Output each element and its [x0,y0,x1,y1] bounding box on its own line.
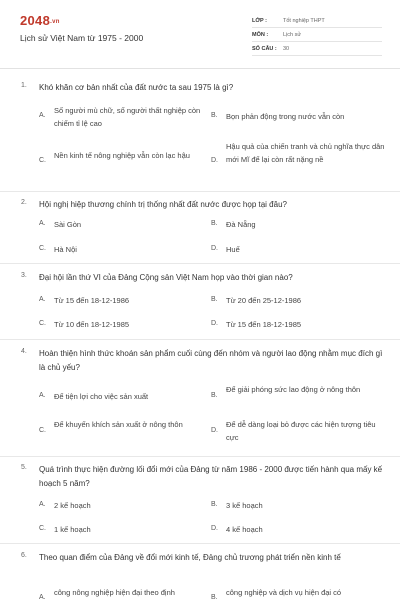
question-separator [0,263,400,264]
question-text: Hội nghị hiệp thương chính trị thống nhất đất nước được họp tại đâu? [39,200,287,209]
meta-value: 30 [283,46,290,52]
meta-row-count [252,43,382,56]
option-text: Huế [226,245,240,254]
worksheet-header [0,0,400,68]
option-text: Hậu quả của chiến tranh và chủ nghĩa thực dân mới Mĩ để lại còn rất nặng nề [226,142,385,164]
option-letter: A. [39,220,46,227]
option-letter: A. [39,594,46,600]
question-text: Đại hội lần thứ VI của Đảng Cộng sản Việt Nam họp vào thời gian nào? [39,273,293,282]
question-separator [0,191,400,192]
option-text: Để khuyến khích sản xuất ở nông thôn [54,420,183,429]
option-letter: D. [211,320,218,327]
option-text: công nông nghiệp hiện đại theo định [54,588,175,597]
option-text: Từ 15 đến 18-12-1986 [54,296,130,305]
option-text: 4 kế hoạch [226,525,263,534]
question-separator [0,339,400,340]
option-letter: C. [39,245,46,252]
question-text: Quá trình thực hiện đường lối đổi mới của Đảng từ năm 1986 - 2000 được tiến hành qua mấy kế hoạch 5 năm? [39,465,383,488]
option-text: Đà Nẵng [226,220,256,229]
option-letter: B. [211,392,218,399]
option-letter: A. [39,296,46,303]
option-text: 1 kế hoạch [54,525,91,534]
question-text: Hoàn thiện hình thức khoán sản phẩm cuối cùng đến nhóm và người lao động nhằm mục đích gì là chủ yếu? [39,349,383,372]
option-letter: C. [39,320,46,327]
option-text: công nghiệp và dịch vụ hiện đại có [226,588,342,597]
question-text: Khó khăn cơ bản nhất của đất nước ta sau 1975 là gì? [39,83,234,92]
option-text: Bọn phản động trong nước vẫn còn [226,112,345,121]
site-logo[interactable]: 2048.vn [20,13,60,28]
option-letter: D. [211,525,218,532]
option-letter: D. [211,245,218,252]
option-letter: C. [39,525,46,532]
option-text: Để dễ dàng loại bỏ được các hiện tượng tiêu cực [226,420,376,442]
option-letter: B. [211,112,218,119]
option-letter: C. [39,427,46,434]
option-text: Từ 20 đến 25-12-1986 [226,296,302,305]
question-number: 6. [21,552,27,559]
worksheet-title: Lịch sử Việt Nam từ 1975 - 2000 [20,33,144,43]
meta-value: Tốt nghiệp THPT [283,18,325,24]
option-text: Để tiện lợi cho việc sản xuất [54,392,149,401]
question-number: 5. [21,464,27,471]
option-letter: C. [39,157,46,164]
question-number: 2. [21,199,27,206]
option-text: Sài Gòn [54,220,82,229]
option-letter: A. [39,501,46,508]
option-text: Từ 15 đến 18-12-1985 [226,320,302,329]
option-text: 3 kế hoạch [226,501,263,510]
option-text: Hà Nội [54,245,77,254]
option-text: Từ 10 đến 18-12-1985 [54,320,130,329]
option-letter: A. [39,392,46,399]
question-separator [0,456,400,457]
meta-row-class [252,15,382,28]
option-text: Để giải phóng sức lao động ở nông thôn [226,385,361,394]
meta-row-subject [252,29,382,42]
meta-key: LỚP : [252,18,267,24]
question-number: 3. [21,272,27,279]
question-text: Theo quan điểm của Đảng về đổi mới kinh tế, Đảng chủ trương phát triển nền kinh tế [39,553,341,562]
option-letter: D. [211,427,218,434]
option-letter: B. [211,501,218,508]
header-divider [0,68,400,69]
option-letter: A. [39,112,46,119]
question-separator [0,543,400,544]
option-letter: B. [211,594,218,600]
question-number: 4. [21,348,27,355]
option-letter: B. [211,296,218,303]
option-letter: D. [211,157,218,164]
question-number: 1. [21,82,27,89]
meta-value: Lịch sử [283,32,302,38]
option-text: 2 kế hoạch [54,501,91,510]
meta-key: MÔN : [252,32,269,38]
meta-key: SỐ CÂU : [252,46,277,52]
option-letter: B. [211,220,218,227]
option-text: Số người mù chữ, số người thất nghiệp còn chiếm tỉ lệ cao [54,106,201,128]
option-text: Nền kinh tế nông nghiệp vẫn còn lạc hậu [54,151,190,160]
